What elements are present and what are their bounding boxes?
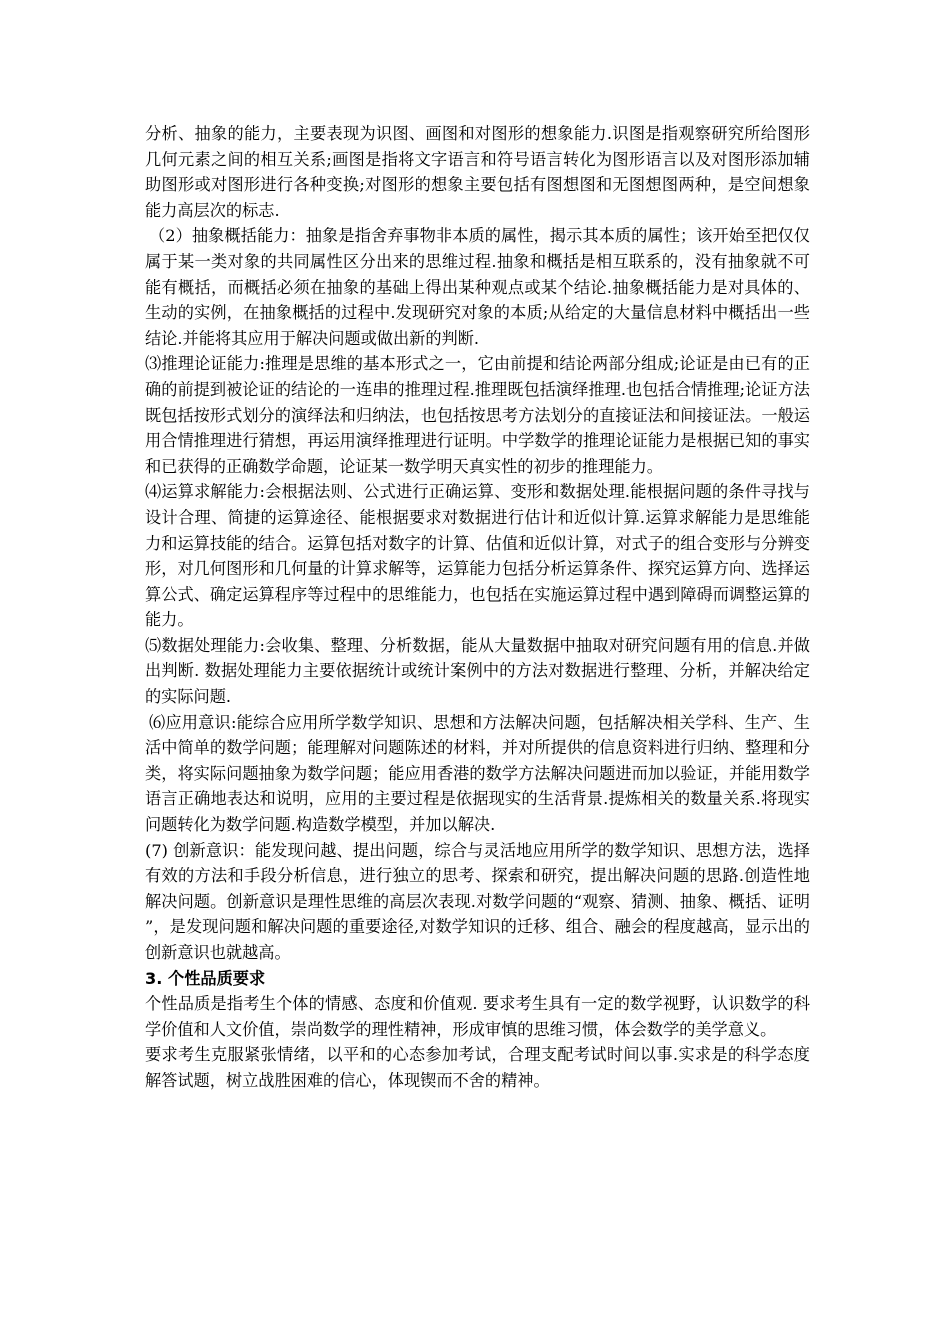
paragraph-innovation: (7) 创新意识：能发现问越、提出问题，综合与灵活地应用所学的数学知识、思想方法，选择有效的方法和手段分析信息，进行独立的思考、探索和研究，提出解决问题的思路.创造性地解决问题。创新意识是理性思维的高层次表现.对数学问题的“观察、猜测、抽象、概括、证明”，是发现问题和解决问题的重要途径,对数学知识的迁移、组合、融会的程度越高，显示出的创新意识也就越高。	[145, 840, 810, 962]
paragraph-computation: ⑷运算求解能力:会根据法则、公式进行正确运算、变形和数据处理.能根据问题的条件寻找与设计合理、简捷的运算途径、能根据要求对数据进行估计和近似计算.运算求解能力是思维能力和运算技能的结合。运算包括对数字的计算、估值和近似计算，对式子的组合变形与分辨变形，对几何图形和几何量的计算求解等，运算能力包括分析运算条件、探究运算方向、选择运算公式、确定运算程序等过程中的思维能力，也包括在实施运算过程中遇到障碍而调整运算的能力。	[145, 482, 810, 630]
paragraph-reasoning: ⑶推理论证能力:推理是思维的基本形式之一，它由前提和结论两部分组成;论证是由已有的正确的前提到被论证的结论的一连串的推理过程.推理既包括演绎推理.也包括合情推理;论证方法既包括按形式划分的演绎法和归纳法，也包括按思考方法划分的直接证法和间接证法。一般运用合情推理进行猜想，再运用演绎推理进行证明。中学数学的推理论证能力是根据已知的事实和已获得的正确数学命题，论证某一数学明天真实性的初步的推理能力。	[145, 354, 810, 476]
section-heading: 3. 个性品质要求	[145, 968, 266, 988]
paragraph-application: ⑹应用意识:能综合应用所学数学知识、思想和方法解决问题，包括解决相关学科、生产、生活中简单的数学问题；能理解对问题陈述的材料，并对所提供的信息资料进行归纳、整理和分类，将实际问题抽象为数学问题；能应用香港的数学方法解决问题进而加以验证，并能用数学语言正确地表达和说明，应用的主要过程是依据现实的生活背景.提炼相关的数量关系.将现实问题转化为数学问题.构造数学模型，并加以解决.	[145, 712, 810, 835]
paragraph-spatial-imagination: 分析、抽象的能力，主要表现为识图、画图和对图形的想象能力.识图是指观察研究所给图形几何元素之间的相互关系;画图是指将文字语言和符号语言转化为图形语言以及对图形添加辅助图形或对图形进行各种变换;对图形的想象主要包括有图想图和无图想图两种，是空间想象能力高层次的标志.	[145, 124, 810, 220]
paragraph-abstraction: （2）抽象概括能力：抽象是指舍弃事物非本质的属性，揭示其本质的属性；该开始至把仅仅属于某一类对象的共同属性区分出来的思维过程.抽象和概括是相互联系的，没有抽象就不可能有概括，而概括必须在抽象的基础上得出某种观点或某个结论.抽象概括能力是对具体的、生动的实例，在抽象概括的过程中.发现研究对象的本质;从给定的大量信息材料中概括出一些结论.并能将其应用于解决问题或做出新的判断.	[145, 226, 810, 348]
document-page	[145, 121, 810, 1094]
paragraph-exam-attitude: 要求考生克服紧张情绪，以平和的心态参加考试，合理支配考试时间以事.实求是的科学态度解答试题，树立战胜困难的信心，体现锲而不舍的精神。	[145, 1045, 810, 1090]
paragraph-personality: 个性品质是指考生个体的情感、态度和价值观. 要求考生具有一定的数学视野，认识数学的科学价值和人文价值，崇尚数学的理性精神，形成审慎的思维习惯，体会数学的美学意义。	[145, 994, 810, 1039]
paragraph-data-processing: ⑸数据处理能力:会收集、整理、分析数据，能从大量数据中抽取对研究问题有用的信息.并做出判断. 数据处理能力主要依据统计或统计案例中的方法对数据进行整理、分析，并解决给定的实际问题.	[145, 635, 810, 707]
